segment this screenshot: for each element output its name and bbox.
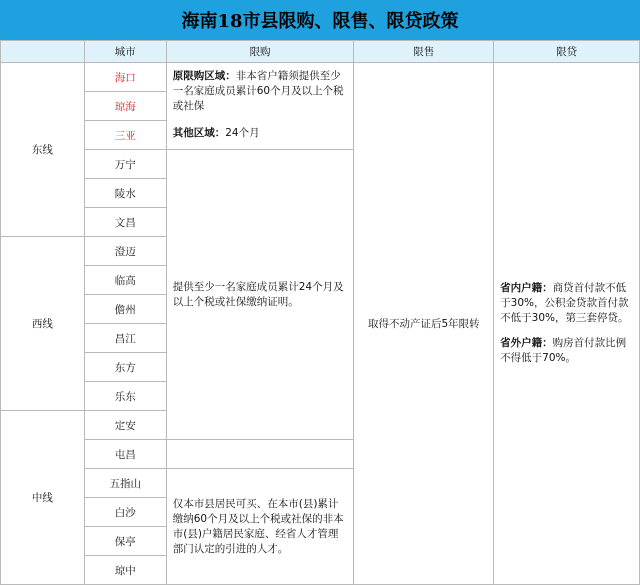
purchase-block-1 [166,63,354,150]
city-cell: 昌江 [84,324,166,353]
loan-text-in-province: 商贷首付款不低于30%，公积金贷款首付款不低于30%，第三套停贷。 [500,282,629,324]
purchase-text-original: 非本省户籍须提供至少一名家庭成员累计60个月及以上个税或社保 [172,70,344,112]
table-row [1,63,640,92]
header-row [1,41,640,63]
purchase-label-original: 原限购区域： [172,70,236,82]
city-cell: 琼中 [84,556,166,585]
policy-table [0,40,640,585]
page-title: 海南18市县限购、限售、限贷政策 [0,0,640,40]
header-cell-loan: 限贷 [494,41,640,63]
loan-label-out-province: 省外户籍： [500,337,553,349]
purchase-block-1-main [173,69,348,114]
city-cell: 屯昌 [84,440,166,469]
region-central: 中线 [1,411,85,585]
purchase-block-1-other [173,126,348,141]
loan-content [500,281,633,366]
city-cell: 保亭 [84,527,166,556]
city-cell: 三亚 [84,121,166,150]
city-cell: 五指山 [84,469,166,498]
header-cell-sales: 限售 [354,41,494,63]
loan-in-province [500,281,633,326]
purchase-text-other: 24个月 [225,127,260,139]
header-cell-city: 城市 [84,41,166,63]
city-cell: 白沙 [84,498,166,527]
city-cell: 海口 [84,63,166,92]
city-cell: 儋州 [84,295,166,324]
city-cell: 东方 [84,353,166,382]
loan-label-in-province: 省内户籍： [500,282,553,294]
city-cell: 琼海 [84,92,166,121]
loan-out-province [500,336,633,366]
region-west: 西线 [1,237,85,411]
city-cell: 澄迈 [84,237,166,266]
city-cell: 万宁 [84,150,166,179]
purchase-block-2: 提供至少一名家庭成员累计24个月及以上个税或社保缴纳证明。 [166,150,354,440]
sales-cell: 取得不动产证后5年限转 [354,63,494,585]
city-cell: 临高 [84,266,166,295]
city-cell: 陵水 [84,179,166,208]
header-cell-region [1,41,85,63]
purchase-block-3: 仅本市县居民可买、在本市(县)累计缴纳60个月及以上个税或社保的非本市(县)户籍居民家庭、经省人才管理部门认定的引进的人才。 [166,469,354,585]
city-cell: 文昌 [84,208,166,237]
header-cell-purchase: 限购 [166,41,354,63]
purchase-label-other: 其他区域： [172,127,226,139]
city-cell: 定安 [84,411,166,440]
region-east: 东线 [1,63,85,237]
city-cell: 乐东 [84,382,166,411]
loan-cell [494,63,640,585]
loan-text-out-province: 购房首付款比例不得低于70%。 [500,337,627,364]
